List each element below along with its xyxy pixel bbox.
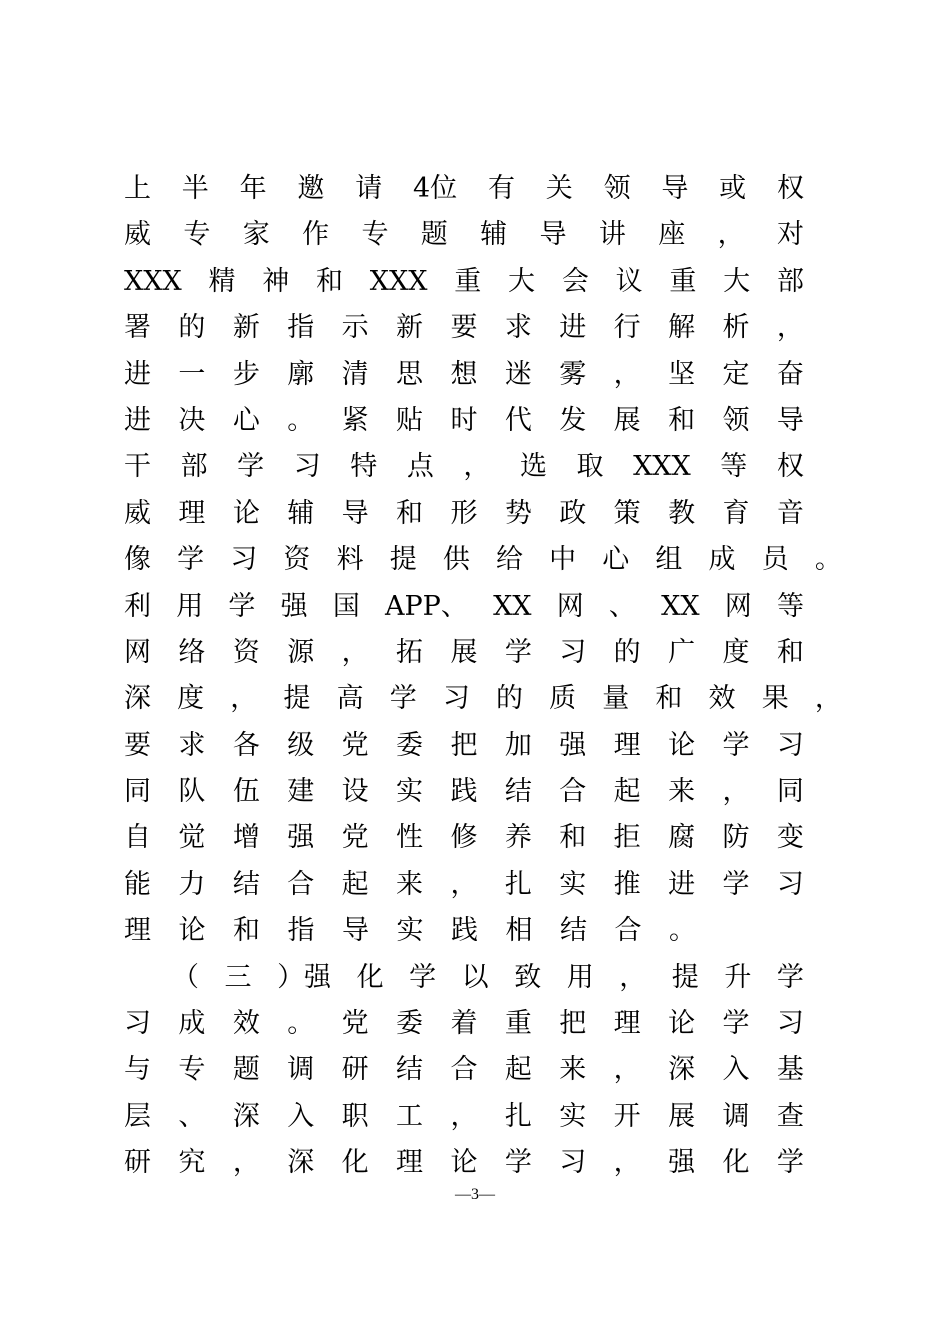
text-line: 理 论 和 指 导 实 践 相 结 合 。 [124, 915, 696, 947]
text-line: 像 学 习 资 料 提 供 给 中 心 组 成 员 。 [124, 544, 842, 576]
text-line: 同 队 伍 建 设 实 践 结 合 起 来 ， 同 [124, 776, 804, 808]
text-line: 能 力 结 合 起 来 ， 扎 实 推 进 学 习 [124, 868, 804, 900]
text-line: 干 部 学 习 特 点 ， 选 取 XXX 等 权 [124, 451, 804, 483]
text-line: XXX 精 神 和 XXX 重 大 会 议 重 大 部 [124, 265, 804, 297]
text-line: 利 用 学 强 国 APP、 XX 网 、 XX 网 等 [124, 590, 804, 622]
text-line: 上 半 年 邀 请 4位 有 关 领 导 或 权 [124, 173, 804, 204]
text-line: 自 觉 增 强 党 性 修 养 和 拒 腐 防 变 [124, 822, 804, 854]
text-line: 与 专 题 调 研 结 合 起 来 ， 深 入 基 [124, 1054, 804, 1086]
text-line: 署 的 新 指 示 新 要 求 进 行 解 析 ， [124, 312, 804, 344]
text-line: 深 度 ， 提 高 学 习 的 质 量 和 效 果 ， [124, 683, 842, 715]
text-line: 进 一 步 廓 清 思 想 迷 雾 ， 坚 定 奋 [124, 358, 804, 390]
text-line: 习 成 效 。 党 委 着 重 把 理 论 学 习 [124, 1008, 804, 1040]
text-line: （ 三 ）强 化 学 以 致 用 ， 提 升 学 [172, 961, 804, 993]
text-line: 层 、 深 入 职 工 ， 扎 实 开 展 调 查 [124, 1100, 804, 1132]
text-line: 网 络 资 源 ， 拓 展 学 习 的 广 度 和 [124, 636, 804, 668]
text-line: 威 专 家 作 专 题 辅 导 讲 座 ， 对 [124, 219, 804, 251]
text-line: 研 究 ， 深 化 理 论 学 习 ， 强 化 学 [124, 1147, 804, 1179]
body-text [124, 166, 844, 1187]
text-line: 威 理 论 辅 导 和 形 势 政 策 教 育 音 [124, 497, 804, 529]
text-line: 要 求 各 级 党 委 把 加 强 理 论 学 习 [124, 729, 804, 761]
page-number: —3— [455, 1186, 495, 1203]
text-line: 进 决 心 。 紧 贴 时 代 发 展 和 领 导 [124, 404, 804, 436]
